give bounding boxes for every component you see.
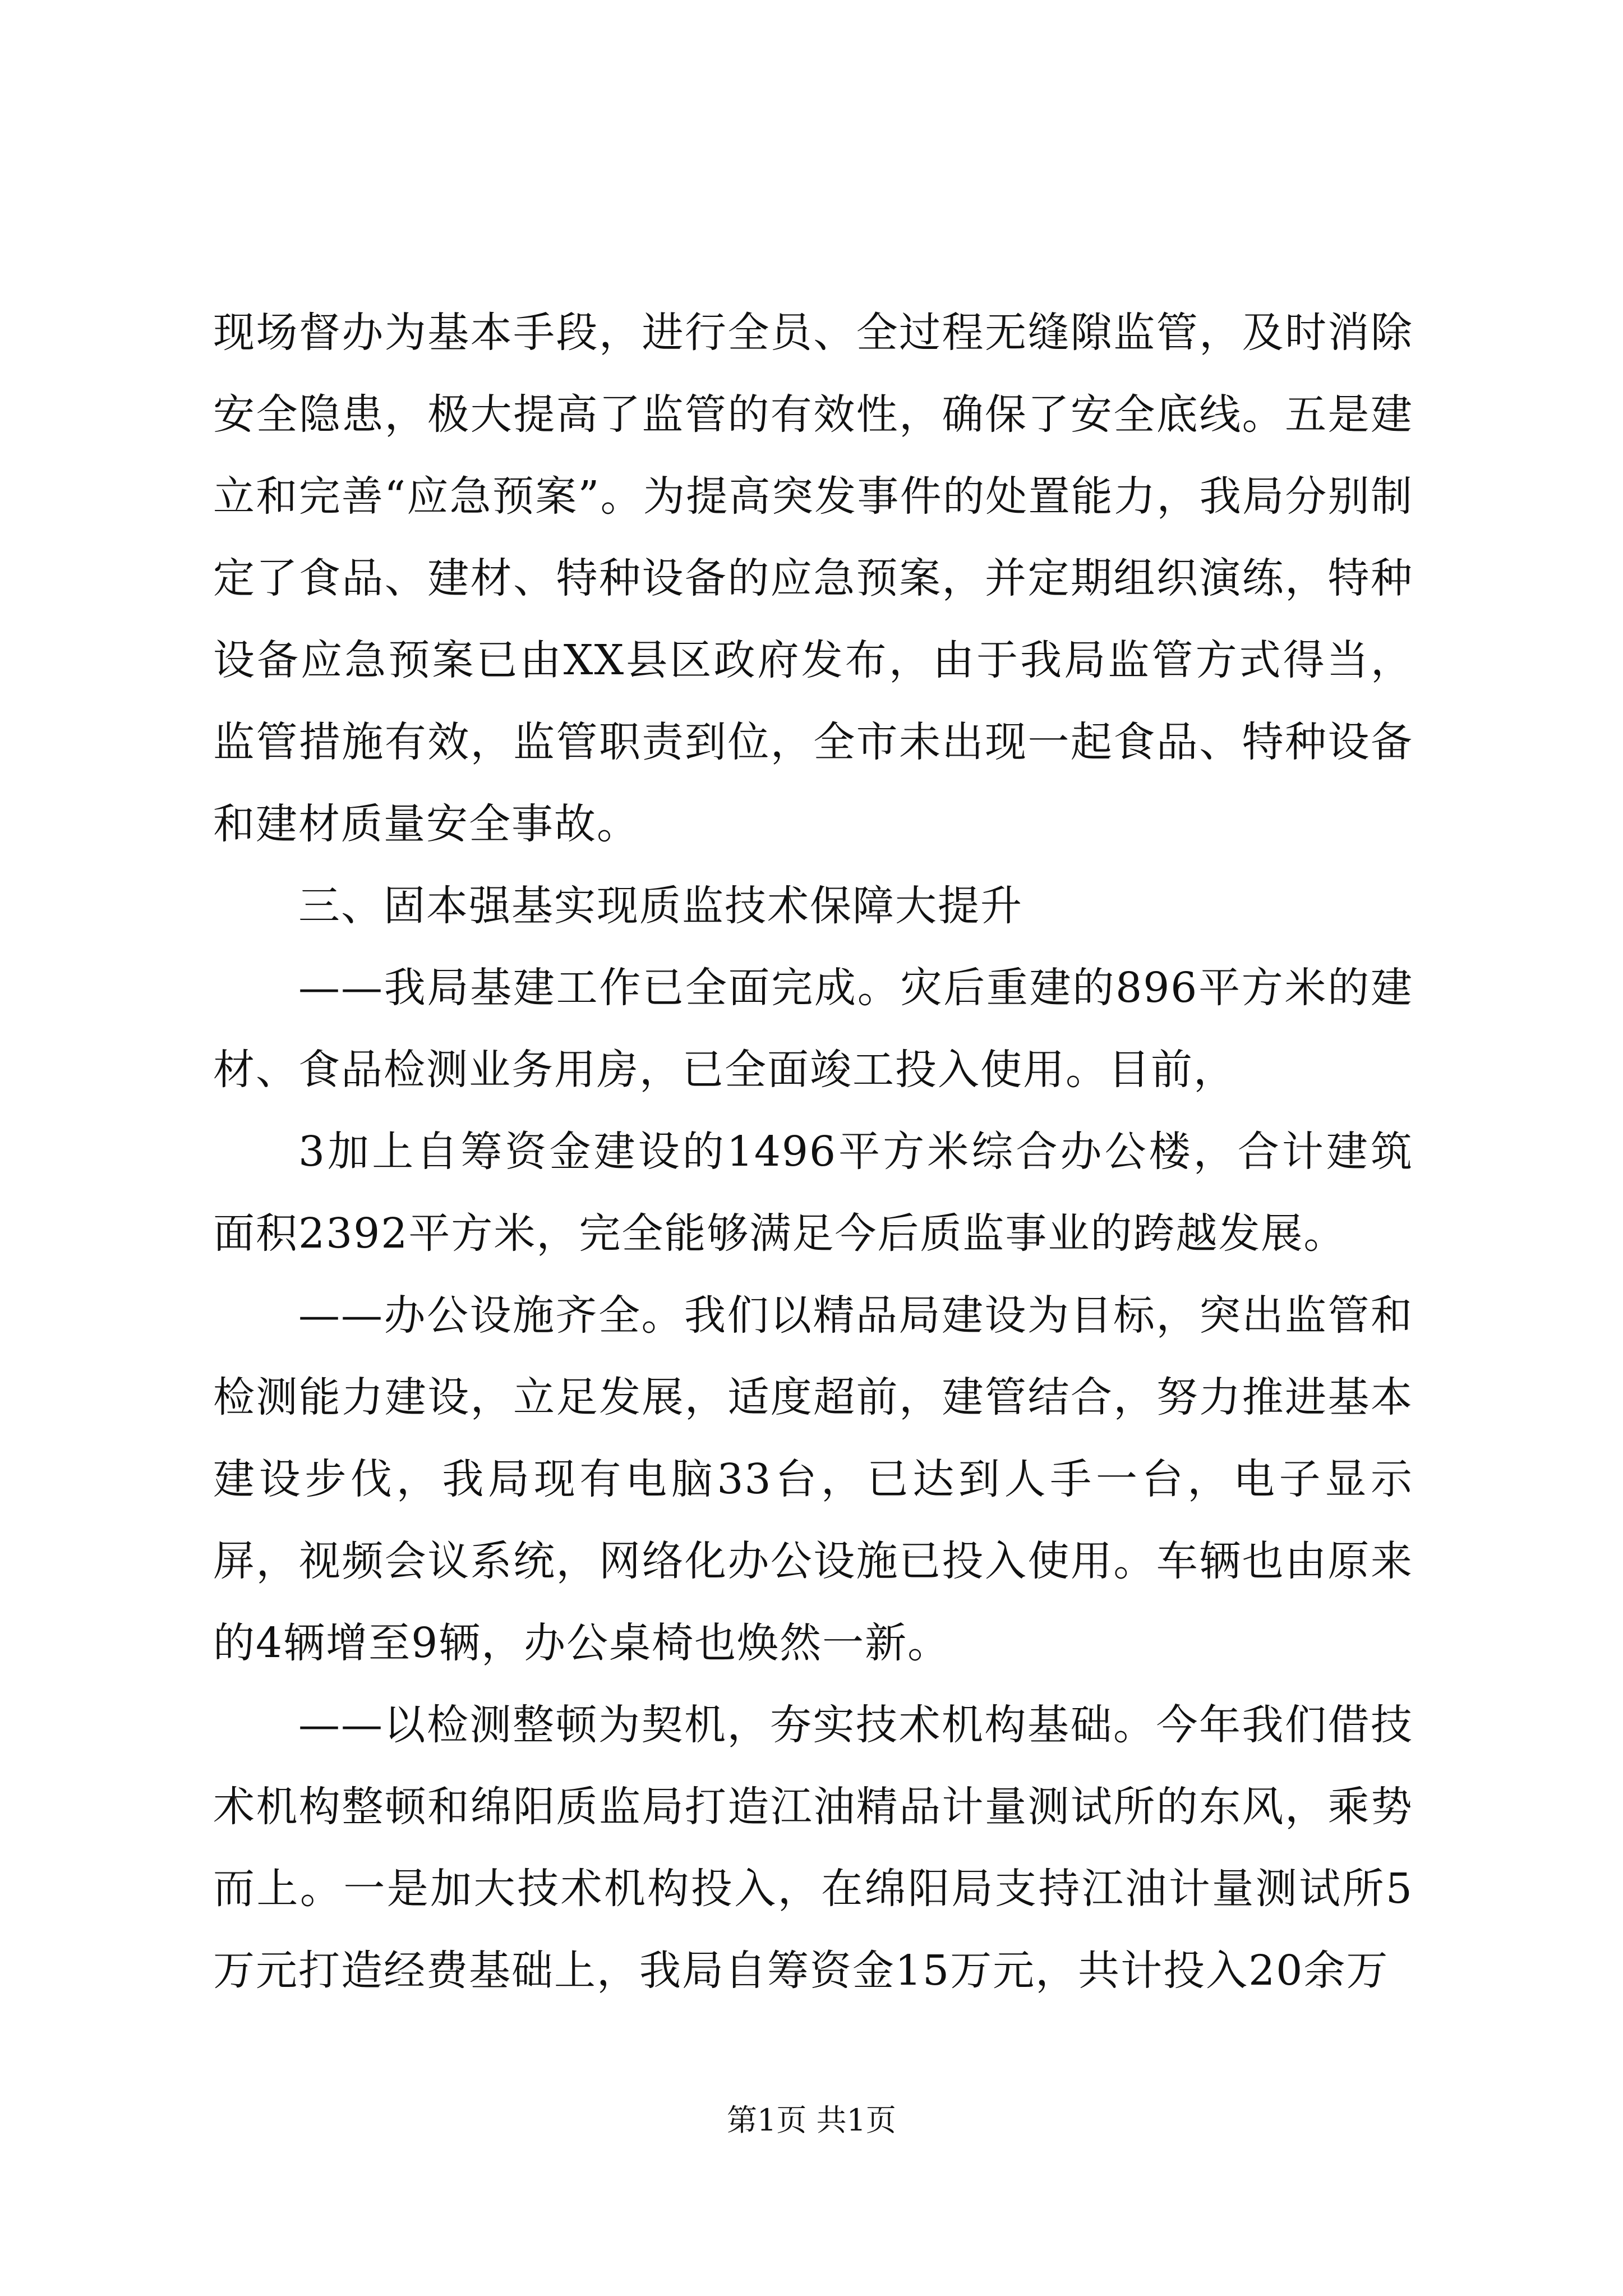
paragraph-infrastructure: ——我局基建工作已全面完成。灾后重建的896平方米的建材、食品检测业务用房，已全面竣工投入使用。目前， xyxy=(213,964,1413,1094)
paragraph-technical-institutions: ——以检测整顿为契机，夯实技术机构基础。今年我们借技术机构整顿和绵阳质监局打造江油精品计量测试所的东风，乘势而上。一是加大技术机构投入，在绵阳局支持江油计量测试所5万元打造经费基础上，我局自筹资金15万元，共计投入20余万 xyxy=(213,1701,1413,1995)
paragraph-office-building: 3加上自筹资金建设的1496平方米综合办公楼，合计建筑面积2392平方米，完全能够满足今后质监事业的跨越发展。 xyxy=(213,1128,1413,1258)
section-heading: 三、固本强基实现质监技术保障大提升 xyxy=(298,882,1023,930)
page-footer: 第1页 共1页 xyxy=(727,2102,896,2138)
paragraph-office-facilities: ——办公设施齐全。我们以精品局建设为目标，突出监管和检测能力建设，立足发展，适度超前，建管结合，努力推进基本建设步伐，我局现有电脑33台，已达到人手一台，电子显示屏，视频会议系统，网络化办公设施已投入使用。车辆也由原来的4辆增至9辆，办公桌椅也焕然一新。 xyxy=(213,1291,1413,1667)
document-body xyxy=(213,292,1413,2012)
paragraph-continuation: 现场督办为基本手段，进行全员、全过程无缝隙监管，及时消除安全隐患，极大提高了监管的有效性，确保了安全底线。五是建立和完善“应急预案”。为提高突发事件的处置能力，我局分别制定了食品、建材、特种设备的应急预案，并定期组织演练，特种设备应急预案已由XX县区政府发布，由于我局监管方式得当，监管措施有效，监管职责到位，全市未出现一起食品、特种设备和建材质量安全事故。 xyxy=(213,309,1413,848)
